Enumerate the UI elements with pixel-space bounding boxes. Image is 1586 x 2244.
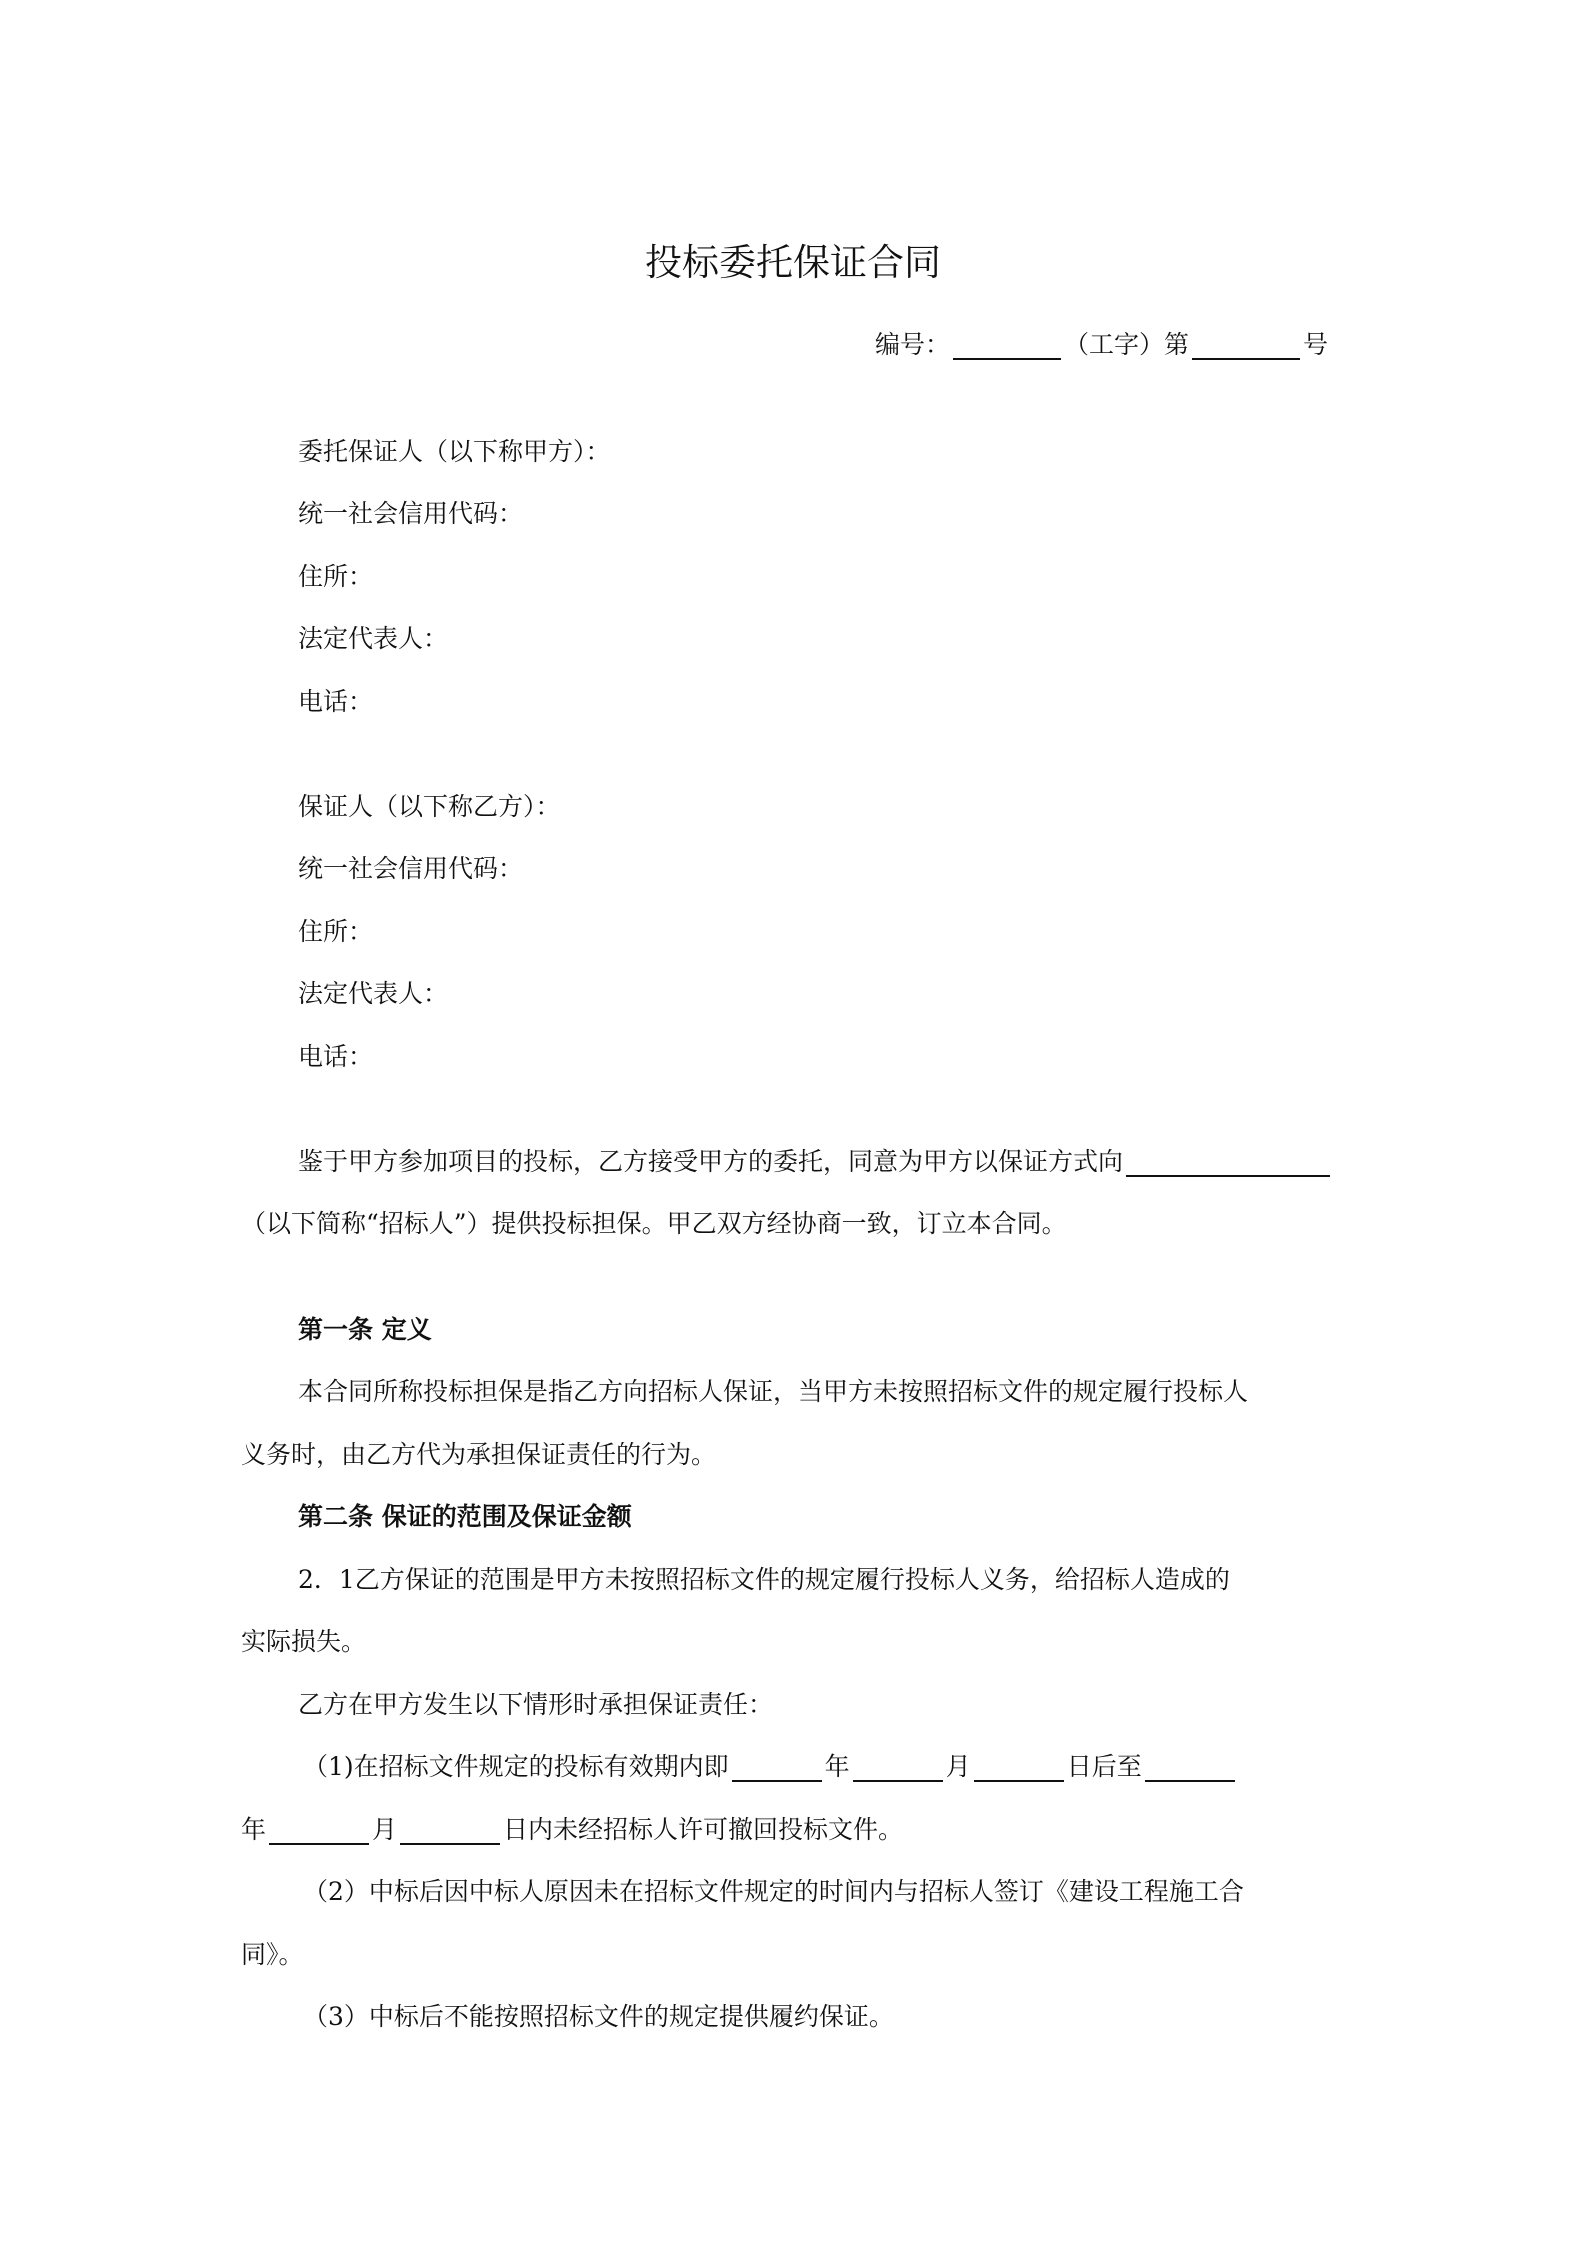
- item-1-text: （1)在招标文件规定的投标有效期内即: [303, 1752, 729, 1781]
- article-2-p1-line-1: 2．1乙方保证的范围是甲方未按照招标文件的规定履行投标人义务，给招标人造成的: [298, 1565, 1230, 1594]
- contract-number-line: [875, 330, 1328, 360]
- number-prefix: 编号：: [875, 330, 951, 359]
- date-blank: [1145, 1754, 1235, 1782]
- date-blank: [732, 1754, 822, 1782]
- number-suffix: 号: [1303, 330, 1329, 359]
- month-label: 月: [945, 1752, 971, 1781]
- article-1-line-1: 本合同所称投标担保是指乙方向招标人保证，当甲方未按照招标文件的规定履行投标人: [298, 1377, 1249, 1406]
- party-a-heading: 委托保证人（以下称甲方）：: [298, 437, 611, 466]
- party-a-credit-code: 统一社会信用代码：: [298, 499, 524, 528]
- preamble-line-2: （以下简称“招标人”）提供投标担保。甲乙双方经协商一致，订立本合同。: [241, 1209, 1067, 1238]
- date-blank: [974, 1754, 1064, 1782]
- party-a-phone: 电话：: [298, 687, 374, 716]
- number-middle: （工字）第: [1064, 330, 1190, 359]
- date-blank: [400, 1817, 500, 1845]
- preamble-line-1: [298, 1147, 1333, 1177]
- document-title: 投标委托保证合同: [645, 241, 941, 284]
- item-2-line-2: 同》。: [241, 1940, 304, 1969]
- party-a-address: 住所：: [298, 562, 374, 591]
- date-blank: [853, 1754, 943, 1782]
- party-a-legal-rep: 法定代表人：: [298, 624, 449, 653]
- item-3: （3）中标后不能按照招标文件的规定提供履约保证。: [303, 2002, 894, 2031]
- article-2-p2: 乙方在甲方发生以下情形时承担保证责任：: [298, 1690, 774, 1719]
- tenderee-blank: [1126, 1149, 1330, 1177]
- party-b-legal-rep: 法定代表人：: [298, 979, 449, 1008]
- article-1-line-2: 义务时，由乙方代为承担保证责任的行为。: [241, 1440, 717, 1469]
- party-b-address: 住所：: [298, 917, 374, 946]
- date-blank: [269, 1817, 369, 1845]
- preamble-text-1: 鉴于甲方参加项目的投标，乙方接受甲方的委托，同意为甲方以保证方式向: [298, 1147, 1124, 1176]
- article-2-p1-line-2: 实际损失。: [241, 1627, 367, 1656]
- item-1-line-2: [241, 1815, 903, 1845]
- item-1-tail: 日内未经招标人许可撤回投标文件。: [503, 1815, 904, 1844]
- party-b-phone: 电话：: [298, 1042, 374, 1071]
- number-blank-1: [953, 332, 1061, 360]
- year-label: 年: [241, 1815, 267, 1844]
- article-1-heading: 第一条 定义: [298, 1315, 432, 1344]
- month-label: 月: [372, 1815, 398, 1844]
- number-blank-2: [1192, 332, 1300, 360]
- article-2-heading: 第二条 保证的范围及保证金额: [298, 1502, 632, 1531]
- item-1-line-1: [303, 1752, 1238, 1782]
- day-until-label: 日后至: [1066, 1752, 1142, 1781]
- year-label: 年: [824, 1752, 850, 1781]
- item-2-line-1: （2）中标后因中标人原因未在招标文件规定的时间内与招标人签订《建设工程施工合: [303, 1877, 1244, 1906]
- party-b-credit-code: 统一社会信用代码：: [298, 854, 524, 883]
- party-b-heading: 保证人（以下称乙方）：: [298, 792, 561, 821]
